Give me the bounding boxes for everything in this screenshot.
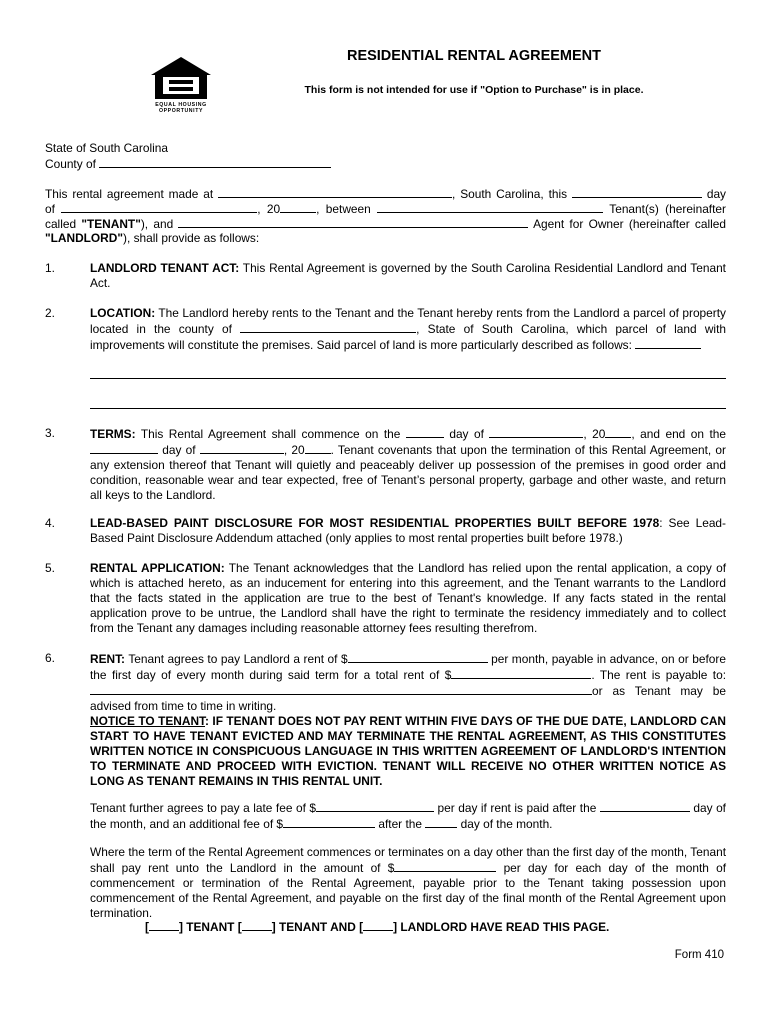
late-fee-text-1: Tenant further agrees to pay a late fee of $ xyxy=(90,801,316,815)
section-6-number: 6. xyxy=(45,651,55,665)
intro-text-7: Tenant(s) (hereinafter xyxy=(609,202,726,216)
notice-text: : IF TENANT DOES NOT PAY RENT WITHIN FIVE DAYS OF THE DUE DATE, LANDLORD CAN START TO HAVE TENANT EVICTED AND MAY TERMINATE THE RENTAL AGREEMENT, AS THIS CONSTITUTES WRITTEN NOTICE IN CONSPICUOUS LANGUAGE IN THIS WRITTEN AGREEMENT OF LANDLORD'S INTENTION TO TERMINATE AND PROCEED WITH EVICTION. TENANT WILL RECEIVE NO OTHER WRITTEN NOTICE AS LONG AS TENANT REMAINS IN THIS RENTAL UNIT. xyxy=(90,714,726,788)
section-6-text-2: per month, payable in advance, on or before the first day of every month during said term for a total rent of $ xyxy=(90,652,726,682)
start-day-blank[interactable] xyxy=(406,426,444,438)
section-3-text-4: , and end on the xyxy=(631,427,726,441)
intro-text-11: Agent for Owner (hereinafter called xyxy=(533,217,726,231)
start-year-blank[interactable] xyxy=(605,426,631,438)
landlord-term: "LANDLORD" xyxy=(45,231,123,245)
section-6-heading: RENT: xyxy=(90,652,126,666)
intro-text-4: of xyxy=(45,202,55,216)
initials-text-1: [ xyxy=(145,920,149,934)
initials-line xyxy=(145,919,609,935)
section-3-number: 3. xyxy=(45,426,55,440)
late-fee-text-3: day of the month, and an additional fee of $ xyxy=(90,801,726,831)
section-3-text-2: day of xyxy=(449,427,484,441)
tenant-2-initials[interactable] xyxy=(242,919,272,931)
logo-caption-line-2: OPPORTUNITY xyxy=(158,108,204,114)
section-6-text-1: Tenant agrees to pay Landlord a rent of $ xyxy=(125,652,348,666)
section-4-number: 4. xyxy=(45,516,55,530)
total-rent-blank[interactable] xyxy=(451,667,591,679)
late-fee-text-2: per day if rent is paid after the xyxy=(434,801,597,815)
section-2-heading: LOCATION: xyxy=(90,306,156,320)
additional-fee-blank[interactable] xyxy=(283,816,375,828)
intro-text-13: ), shall provide as follows: xyxy=(123,231,260,245)
section-6-text-4: or as Tenant may be advised from time to time in writing. xyxy=(90,684,726,713)
section-2-body xyxy=(90,306,726,353)
intro-text-5: , 20 xyxy=(257,202,281,216)
county-blank[interactable] xyxy=(99,156,331,168)
logo-caption xyxy=(149,102,213,114)
notice-to-tenant xyxy=(90,714,726,788)
late-fee-blank[interactable] xyxy=(316,800,434,812)
section-4-body xyxy=(90,516,726,546)
payable-to-blank[interactable] xyxy=(90,683,592,695)
section-3-text-6: , 20 xyxy=(283,443,305,457)
intro-text-1: This rental agreement made at xyxy=(45,187,214,201)
location-county-blank[interactable] xyxy=(240,321,416,333)
section-3-text-5: day of xyxy=(162,443,196,457)
document-title: RESIDENTIAL RENTAL AGREEMENT xyxy=(346,48,602,64)
year-blank[interactable] xyxy=(280,201,316,213)
section-6-body xyxy=(90,651,726,789)
start-month-blank[interactable] xyxy=(489,426,583,438)
month-blank[interactable] xyxy=(61,201,257,213)
section-3-text-7: . Tenant covenants that upon the termination of this Rental Agreement, or any extension thereof that Tenant will quietly and peaceably deliver up possession of the premises in good order and condition, reasonable wear and tear expected, free of Tenant’s personal property, garbage and other waste, and return all keys to the Landlord. xyxy=(90,443,726,502)
prorate-paragraph xyxy=(90,845,726,921)
intro-line-2 xyxy=(45,201,726,217)
section-3-heading: TERMS: xyxy=(90,427,136,441)
description-line-1[interactable] xyxy=(90,378,726,379)
description-line-2[interactable] xyxy=(90,408,726,409)
section-6-text-3: . The rent is payable to: xyxy=(591,668,727,682)
logo-caption-line-1: EQUAL HOUSING xyxy=(155,102,207,108)
section-5-body xyxy=(90,561,726,636)
section-4-text: : See Lead-Based Paint Disclosure Addendum attached (only applies to most rental properties built before 1978.) xyxy=(90,516,726,545)
late-fee-paragraph xyxy=(90,800,726,832)
intro-text-3: day xyxy=(706,187,726,201)
prorate-text-2: per day for each day of the month of commencement or termination of the Rental Agreement, payable prior to the Tenant taking possession upon commencement of the Rental Agreement, and payable on the first day of the final month of the Rental Agreement upon termination. xyxy=(90,861,727,920)
county-label: County of xyxy=(45,157,96,171)
section-3-text-3: , 20 xyxy=(583,427,606,441)
end-day-blank[interactable] xyxy=(90,442,158,454)
intro-text-2: , South Carolina, this xyxy=(452,187,568,201)
section-3-text-1: This Rental Agreement shall commence on the xyxy=(135,427,401,441)
initials-text-3: ] TENANT AND [ xyxy=(271,920,364,934)
tenant-1-initials[interactable] xyxy=(149,919,179,931)
section-1-number: 1. xyxy=(45,261,55,275)
section-2-text-2: , State of South Carolina, which parcel of land with improvements will constitute the premises. Said parcel of land is more particularly described as follows: xyxy=(90,322,726,352)
section-1-heading: LANDLORD TENANT ACT: xyxy=(90,261,240,275)
tenant-term: "TENANT" xyxy=(81,217,141,231)
section-1-text: This Rental Agreement is governed by the South Carolina Residential Landlord and Tenant Act. xyxy=(90,261,726,290)
initials-text-2: ] TENANT [ xyxy=(178,920,242,934)
intro-text-10: ), and xyxy=(140,217,174,231)
section-2-text-1: The Landlord hereby rents to the Tenant and the Tenant hereby rents from the Landlord a parcel of property located in the county of xyxy=(90,306,726,336)
county-line xyxy=(45,156,726,172)
document-subtitle: This form is not intended for use if "Option to Purchase" is in place. xyxy=(304,84,644,96)
tenant-name-blank[interactable] xyxy=(377,201,603,213)
intro-line-1 xyxy=(45,186,726,202)
section-5-number: 5. xyxy=(45,561,55,575)
initials-text-4: ] LANDLORD HAVE READ THIS PAGE. xyxy=(393,920,610,934)
section-5-heading: RENTAL APPLICATION: xyxy=(90,561,225,575)
agent-name-blank[interactable] xyxy=(178,216,528,228)
intro-text-6: , between xyxy=(316,202,371,216)
end-month-blank[interactable] xyxy=(200,442,284,454)
late-fee-text-5: day of the month. xyxy=(457,817,553,831)
late-fee-text-4: after the xyxy=(375,817,422,831)
description-blank[interactable] xyxy=(635,337,701,349)
day-blank[interactable] xyxy=(572,186,702,198)
landlord-initials[interactable] xyxy=(363,919,393,931)
section-2-number: 2. xyxy=(45,306,55,320)
section-5-text: The Tenant acknowledges that the Landlord has relied upon the rental application, a copy of which is attached hereto, as an inducement for entering into this agreement, and the Tenant warrants to the Landlord that the facts stated in the application are true to the best of Tenant's knowledge. If any facts stated in the rental application prove to be untrue, the Landlord shall have the right to terminate the residency immediately and to collect from the Tenant any damages including reasonable attorney fees resulting therefrom. xyxy=(90,561,726,635)
monthly-rent-blank[interactable] xyxy=(348,651,488,663)
intro-line-3 xyxy=(45,216,726,232)
state-line: State of South Carolina xyxy=(45,141,168,155)
notice-label: NOTICE TO TENANT xyxy=(90,714,205,728)
late-fee-day-blank[interactable] xyxy=(600,800,690,812)
prorate-text-1: Where the term of the Rental Agreement commences or terminates on a day other than the first day of the month, Tenant shall pay rent unto the Landlord in the amount of $ xyxy=(90,845,726,875)
per-day-rent-blank[interactable] xyxy=(394,860,496,872)
intro-line-4 xyxy=(45,231,726,246)
section-4-heading: LEAD-BASED PAINT DISCLOSURE FOR MOST RESIDENTIAL PROPERTIES BUILT BEFORE 1978 xyxy=(90,516,660,530)
section-1-body xyxy=(90,261,726,291)
intro-text-8: called xyxy=(45,217,82,231)
section-3-body xyxy=(90,426,726,503)
form-number: Form 410 xyxy=(674,949,724,961)
end-year-blank[interactable] xyxy=(305,442,331,454)
additional-fee-day-blank[interactable] xyxy=(425,816,457,828)
made-at-blank[interactable] xyxy=(218,186,452,198)
